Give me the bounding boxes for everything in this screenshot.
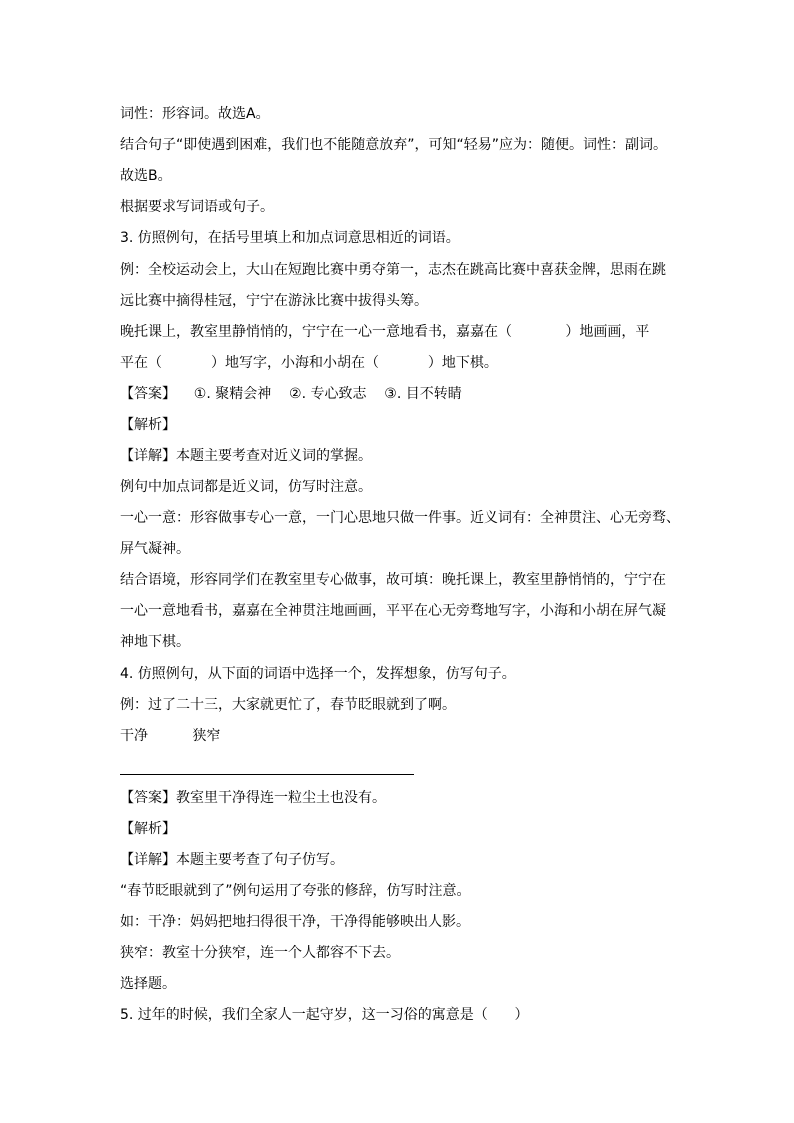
- text-line: 例：过了二十三，大家就更忙了，春节眨眼就到了啊。: [120, 697, 456, 713]
- text-line: 远比赛中摘得桂冠，宁宁在游泳比赛中拔得头筹。: [120, 293, 428, 309]
- text-line: 神地下棋。: [120, 634, 190, 650]
- analysis-heading: 【解析】: [120, 821, 176, 837]
- text-line: 选择题。: [120, 976, 176, 992]
- text-line: 故选B。: [120, 168, 172, 184]
- text-line: 狭窄：教室十分狭窄，连一个人都容不下去。: [120, 945, 400, 961]
- text-line: 根据要求写词语或句子。: [120, 199, 274, 215]
- text-line: “春节眨眼就到了”例句运用了夸张的修辞，仿写时注意。: [120, 883, 471, 899]
- text-line: 例：全校运动会上，大山在短跑比赛中勇夺第一，志杰在跳高比赛中喜获金牌，思雨在跳: [120, 262, 666, 278]
- text-line: 结合句子“即使遇到困难，我们也不能随意放弃”，可知“轻易”应为：随便。词性：副词。: [120, 137, 668, 153]
- question-4-title: 4. 仿照例句，从下面的词语中选择一个，发挥想象，仿写句子。: [120, 666, 516, 682]
- text-line: 屏气凝神。: [120, 541, 190, 557]
- question-5-title: 5. 过年的时候，我们全家人一起守岁，这一习俗的寓意是（ ）: [120, 1007, 529, 1023]
- text-line: 词性：形容词。故选A。: [120, 106, 270, 122]
- detail-line: 【详解】本题主要考查对近义词的掌握。: [120, 448, 372, 464]
- text-line: 一心一意：形容做事专心一意，一门心思地只做一件事。近义词有：全神贯注、心无旁骛、: [120, 510, 680, 526]
- text-line: 结合语境，形容同学们在教室里专心做事，故可填：晚托课上，教室里静悄悄的，宁宁在: [120, 572, 666, 588]
- detail-line: 【详解】本题主要考查了句子仿写。: [120, 852, 344, 868]
- text-line: 晚托课上，教室里静悄悄的，宁宁在一心一意地看书，嘉嘉在（ ）地画画，平: [120, 324, 650, 340]
- answer-line: 【答案】 ①. 聚精会神 ②. 专心致志 ③. 目不转睛: [120, 386, 462, 402]
- answer-line: 【答案】教室里干净得连一粒尘土也没有。: [120, 790, 386, 806]
- analysis-heading: 【解析】: [120, 417, 176, 433]
- text-line: 平在（ ）地写字，小海和小胡在（ ）地下棋。: [120, 355, 498, 371]
- word-choices: 干净 狭窄: [120, 728, 221, 744]
- answer-blank-line: [120, 774, 414, 775]
- text-line: 如：干净：妈妈把地扫得很干净，干净得能够映出人影。: [120, 914, 470, 930]
- question-3-title: 3. 仿照例句，在括号里填上和加点词意思相近的词语。: [120, 230, 460, 246]
- text-line: 例句中加点词都是近义词，仿写时注意。: [120, 479, 372, 495]
- text-line: 一心一意地看书，嘉嘉在全神贯注地画画，平平在心无旁骛地写字，小海和小胡在屏气凝: [120, 603, 666, 619]
